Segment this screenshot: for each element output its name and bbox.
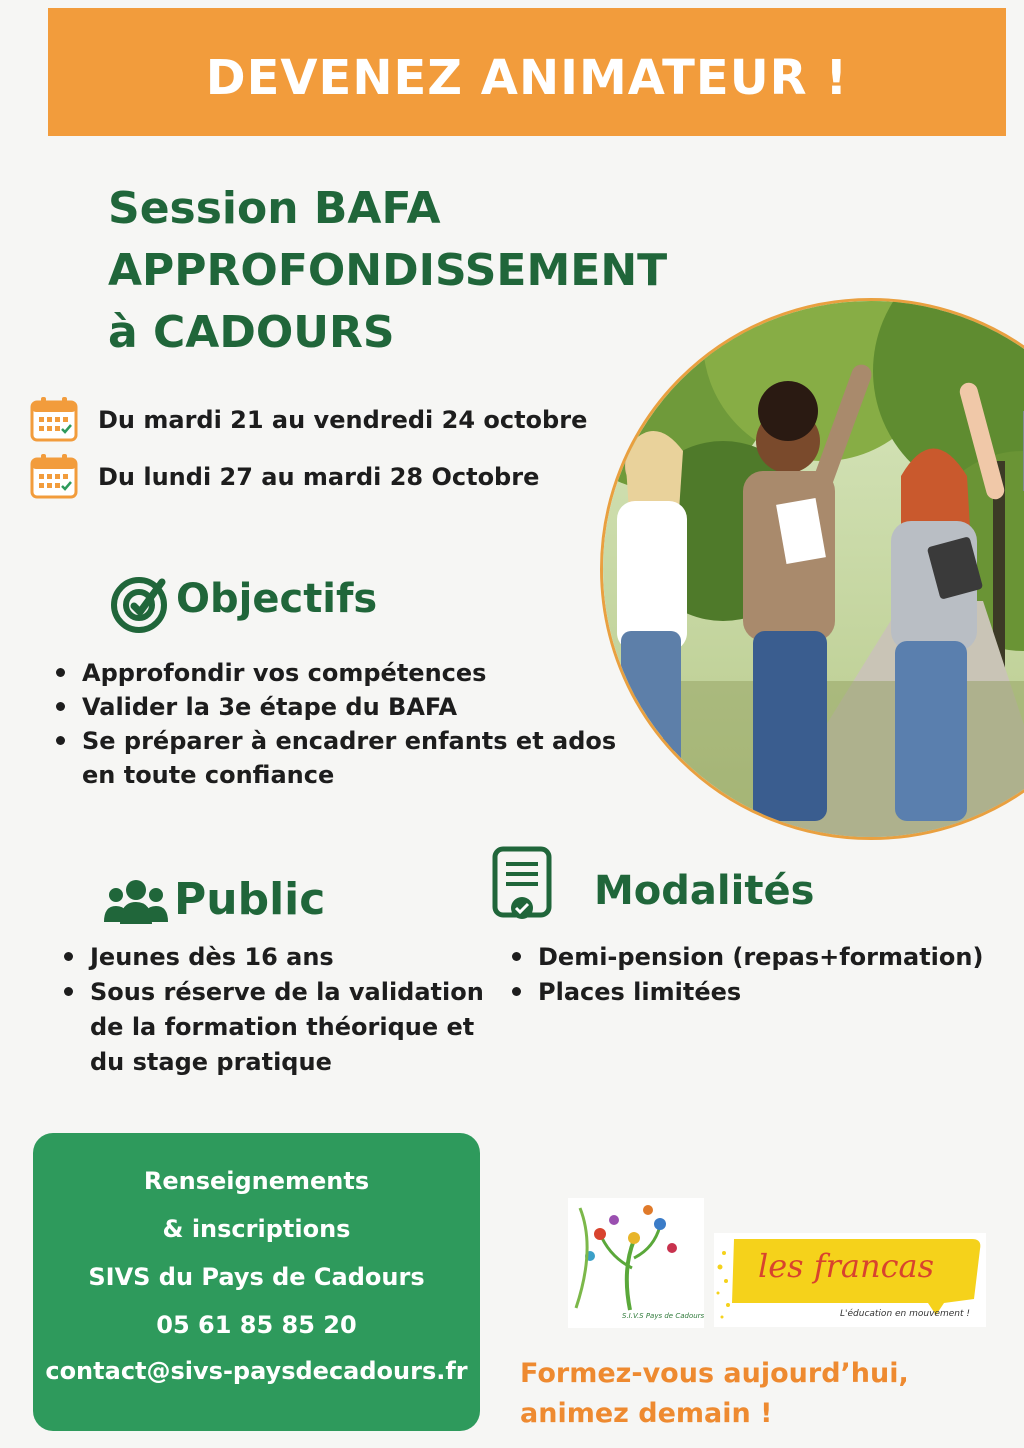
contact-phone[interactable]: 05 61 85 85 20 (156, 1311, 357, 1339)
headline-line-2: APPROFONDISSEMENT (108, 245, 668, 296)
modalites-list (508, 940, 1008, 1010)
calendar-icon (30, 396, 78, 442)
list-item: Places limitées (508, 975, 1008, 1010)
modalites-title: Modalités (594, 868, 815, 914)
date-text-1: Du mardi 21 au vendredi 24 octobre (98, 406, 588, 434)
checklist-document-icon (492, 846, 554, 922)
francas-slogan: L'éducation en mouvement ! (840, 1309, 970, 1319)
francas-logo (714, 1233, 986, 1327)
list-item: Demi-pension (repas+formation) (508, 940, 1008, 975)
objectifs-title: Objectifs (176, 576, 378, 622)
list-item: Se préparer à encadrer enfants et ados en toute confiance (52, 724, 642, 792)
people-group-icon (104, 878, 168, 928)
contact-email[interactable]: contact@sivs-paysdecadours.fr (45, 1357, 468, 1385)
objectifs-list (52, 656, 672, 792)
contact-line-2: & inscriptions (162, 1215, 351, 1243)
public-title: Public (174, 874, 326, 925)
list-item: Approfondir vos compétences (52, 656, 672, 690)
list-item: Sous réserve de la validation de la formation théorique et du stage pratique (60, 975, 500, 1080)
sivs-tree-icon (568, 1198, 704, 1328)
list-item: Jeunes dès 16 ans (60, 940, 500, 975)
contact-line-1: Renseignements (143, 1167, 370, 1195)
sivs-caption: S.I.V.S Pays de Cadours (622, 1312, 705, 1320)
contact-box (33, 1133, 480, 1431)
date-text-2: Du lundi 27 au mardi 28 Octobre (98, 463, 540, 491)
public-list (60, 940, 500, 1080)
tagline-line-2: animez demain ! (520, 1398, 773, 1429)
top-banner (48, 8, 1006, 136)
banner-title: DEVENEZ ANIMATEUR ! (205, 50, 849, 106)
headline-line-3: à CADOURS (108, 307, 395, 358)
contact-line-3: SIVS du Pays de Cadours (88, 1263, 425, 1291)
francas-name: les francas (758, 1247, 935, 1285)
page-title (108, 178, 667, 364)
headline-line-1: Session BAFA (108, 183, 441, 234)
target-check-icon (108, 572, 170, 634)
sivs-logo (568, 1198, 704, 1328)
tagline-line-1: Formez-vous aujourd’hui, (520, 1358, 909, 1389)
tagline (520, 1354, 909, 1434)
calendar-icon (30, 453, 78, 499)
list-item: Valider la 3e étape du BAFA (52, 690, 672, 724)
